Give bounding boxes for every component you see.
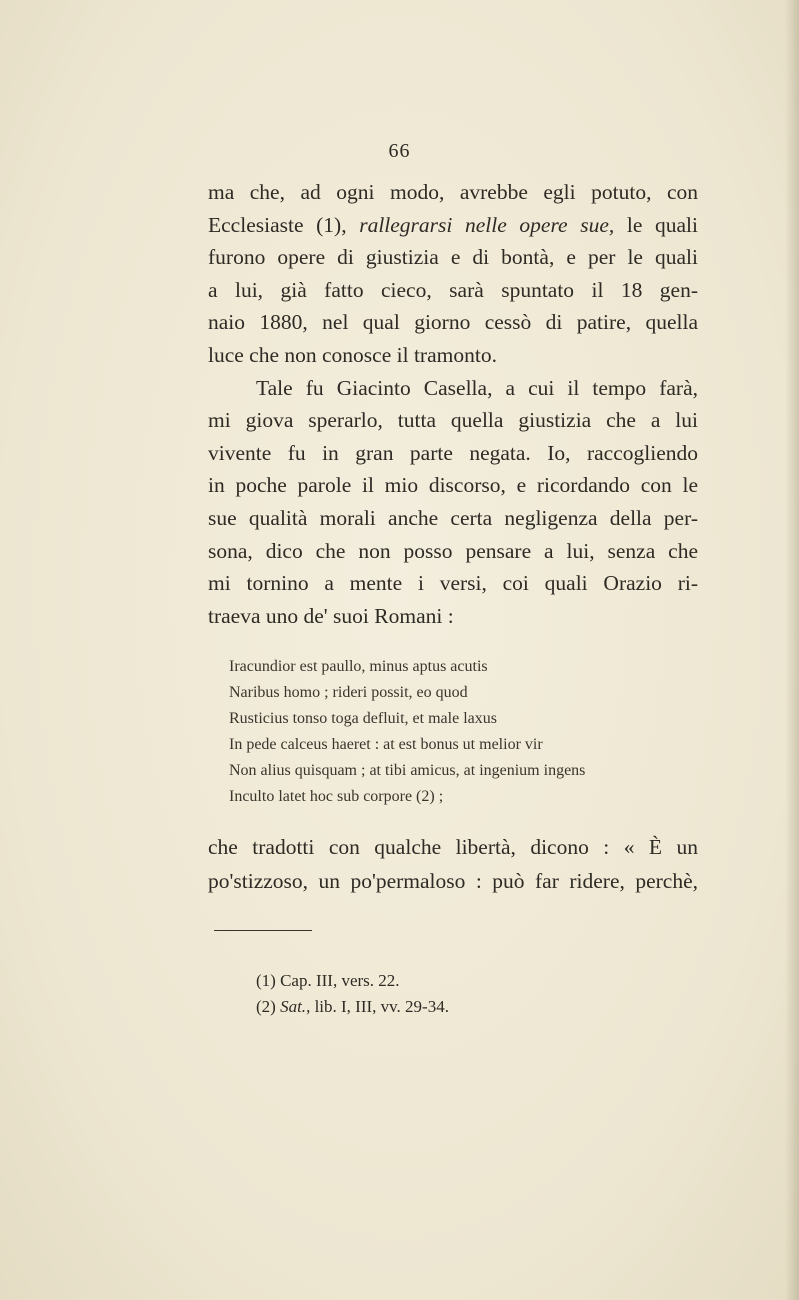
- text-line: a lui, già fatto cieco, sarà spuntato il 18 gen-: [208, 277, 698, 302]
- text-line: in poche parole il mio discorso, e ricordando con le: [208, 473, 698, 498]
- page-edge-shadow: [785, 0, 799, 1300]
- text-line: sona, dico che non posso pensare a lui, senza che: [208, 538, 698, 563]
- paragraph-1: [208, 176, 698, 372]
- text-line: sue qualità morali anche certa negligenza della per-: [208, 505, 698, 530]
- text-line: furono opere di giustizia e di bontà, e per le quali: [208, 245, 698, 270]
- text-line: che tradotti con qualche libertà, dicono : « È un: [208, 835, 698, 859]
- text-line: luce che non conosce il tramonto.: [208, 342, 497, 367]
- paragraph-2: [208, 372, 698, 633]
- text-line: vivente fu in gran parte negata. Io, raccogliendo: [208, 440, 698, 465]
- footnote-text: (2): [256, 997, 281, 1016]
- text-line: [208, 209, 698, 242]
- verse-line: Rusticius tonso toga defluit, et male laxus: [229, 710, 497, 727]
- text-span: le quali: [614, 212, 698, 237]
- text-span: Ecclesiaste (1),: [208, 212, 360, 237]
- latin-quotation: [229, 654, 689, 810]
- italic-quote: rallegrarsi nelle opere sue,: [359, 212, 615, 237]
- text-line: mi tornino a mente i versi, coi quali Orazio ri-: [208, 571, 698, 596]
- text-line: naio 1880, nel qual giorno cessò di patire, quella: [208, 310, 698, 335]
- footnote-divider: [214, 930, 312, 931]
- footnotes: [256, 968, 449, 1020]
- text-line: traeva uno de' suoi Romani :: [208, 603, 454, 628]
- verse-line: Inculto latet hoc sub corpore (2) ;: [229, 788, 444, 805]
- verse-line: Iracundior est paullo, minus aptus acutis: [229, 658, 488, 675]
- footnote-text: , lib. I, III, vv. 29-34.: [306, 997, 449, 1016]
- text-line: po'stizzoso, un po'permaloso : può far ridere, perchè,: [208, 869, 698, 893]
- footnote-italic: Sat.: [280, 997, 307, 1016]
- main-text: [208, 176, 698, 632]
- verse-line: Naribus homo ; rideri possit, eo quod: [229, 684, 468, 701]
- text-line: Tale fu Giacinto Casella, a cui il tempo farà,: [256, 375, 698, 400]
- verse-line: In pede calceus haeret : at est bonus ut melior vir: [229, 736, 543, 753]
- verse-line: Non alius quisquam ; at tibi amicus, at ingenium ingens: [229, 762, 586, 779]
- footnote-1: (1) Cap. III, vers. 22.: [256, 971, 400, 990]
- footnote-2: [256, 994, 449, 1020]
- paragraph-3: [208, 830, 698, 898]
- text-line: mi giova sperarlo, tutta quella giustizia che a lui: [208, 408, 698, 433]
- text-line: ma che, ad ogni modo, avrebbe egli potuto, con: [208, 180, 698, 204]
- page-number: 66: [388, 140, 411, 162]
